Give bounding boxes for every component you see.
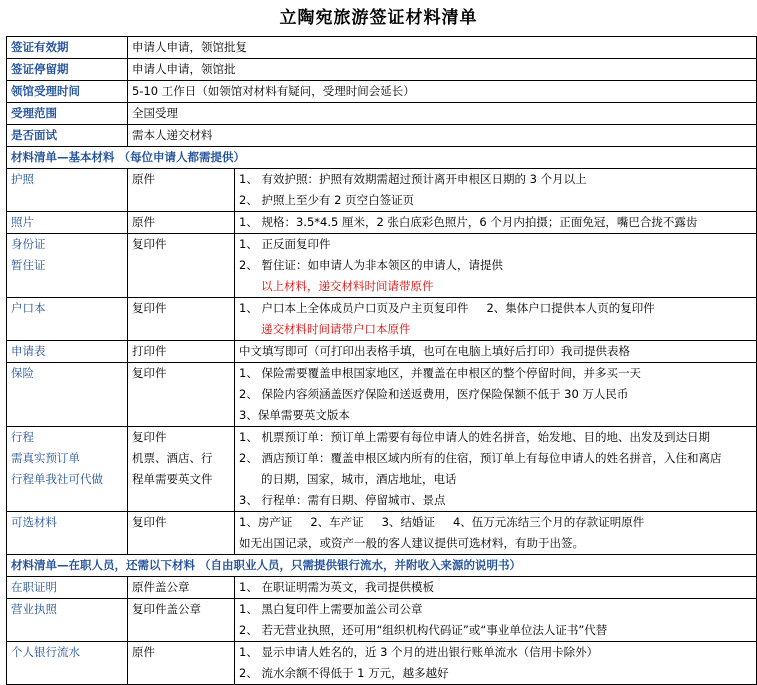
info-label: 受理范围 xyxy=(7,103,128,125)
info-value: 申请人申请，领馆批复 xyxy=(128,37,757,59)
info-row-validity xyxy=(7,37,757,59)
detail-line: 1、房产证 2、车产证 3、结婚证 4、伍万元冻结三个月的存款证明原件 xyxy=(239,515,645,529)
row-itinerary xyxy=(7,427,757,512)
info-row-stay xyxy=(7,59,757,81)
row-id-card xyxy=(7,234,757,298)
info-label: 是否面试 xyxy=(7,125,128,147)
detail-line: 3、保单需要英文版本 xyxy=(239,408,350,422)
material-name: 照片 xyxy=(7,212,128,234)
detail-line: 的日期，国家，城市，酒店地址，电话 xyxy=(261,472,457,486)
material-details xyxy=(235,512,757,555)
info-row-interview xyxy=(7,125,757,147)
row-application-form xyxy=(7,341,757,363)
section-title: 材料清单—在职人员，还需以下材料 （自由职业人员，只需提供银行流水，并附收入来源的说明书） xyxy=(7,555,757,577)
section-header-employed xyxy=(7,555,757,577)
detail-line: 1、 在职证明需为英文，我司提供模板 xyxy=(239,580,434,594)
detail-note-red: 以上材料，递交材料时间请带原件 xyxy=(261,279,434,293)
detail-line: 2、 保险内容须涵盖医疗保险和送返费用，医疗保险保额不低于 30 万人民币 xyxy=(239,387,629,401)
detail-line: 1、 正反面复印件 xyxy=(239,237,331,251)
info-value: 需本人递交材料 xyxy=(128,125,757,147)
detail-line: 2、 流水余额不得低于 1 万元，越多越好 xyxy=(239,666,449,680)
material-name: 护照 xyxy=(7,169,128,212)
detail-note-red: 递交材料时间请带户口本原件 xyxy=(261,322,411,336)
material-name-line: 行程单我社可代做 xyxy=(11,472,103,486)
material-name: 保险 xyxy=(7,363,128,427)
material-type: 复印件 xyxy=(128,512,235,555)
material-name: 在职证明 xyxy=(7,577,128,599)
detail-line: 2、 若无营业执照，还可用“组织机构代码证”或“事业单位法人证书”代替 xyxy=(239,623,608,637)
material-name-line: 行程 xyxy=(11,430,34,444)
row-employment-certificate xyxy=(7,577,757,599)
row-business-license xyxy=(7,599,757,642)
material-details xyxy=(235,169,757,212)
info-value: 申请人申请，领馆批 xyxy=(128,59,757,81)
row-bank-statement xyxy=(7,642,757,685)
material-type: 原件 xyxy=(128,642,235,685)
material-name xyxy=(7,427,128,512)
detail-line: 2、 护照上至少有 2 页空白签证页 xyxy=(239,193,415,207)
material-type: 复印件 xyxy=(128,363,235,427)
info-label: 签证有效期 xyxy=(7,37,128,59)
material-type: 复印件 xyxy=(128,298,235,341)
material-type xyxy=(128,427,235,512)
material-name: 申请表 xyxy=(7,341,128,363)
detail-line: 1、 户口本上全体成员户口页及户主页复印件 2、集体户口提供本人页的复印件 xyxy=(239,301,655,315)
section-title: 材料清单—基本材料 （每位申请人都需提供） xyxy=(7,147,757,169)
material-name-line: 暂住证 xyxy=(11,258,46,272)
info-value: 5-10 工作日（如领馆对材料有疑问，受理时间会延长） xyxy=(128,81,757,103)
material-details xyxy=(235,599,757,642)
info-row-scope xyxy=(7,103,757,125)
material-details xyxy=(235,363,757,427)
detail-line: 1、 规格：3.5*4.5 厘米，2 张白底彩色照片，6 个月内拍摄；正面免冠，嘴巴合拢不露齿 xyxy=(239,215,698,229)
row-optional-materials xyxy=(7,512,757,555)
material-details xyxy=(235,298,757,341)
row-photo xyxy=(7,212,757,234)
material-type-line: 程单需要英文件 xyxy=(132,472,213,486)
info-label: 领馆受理时间 xyxy=(7,81,128,103)
detail-line: 2、 暂住证：如申请人为非本领区的申请人，请提供 xyxy=(239,258,503,272)
material-type-line: 机票、酒店、行 xyxy=(132,451,213,465)
material-name: 营业执照 xyxy=(7,599,128,642)
material-details xyxy=(235,234,757,298)
material-type: 复印件盖公章 xyxy=(128,599,235,642)
detail-line: 1、 黑白复印件上需要加盖公司公章 xyxy=(239,602,423,616)
section-header-basic xyxy=(7,147,757,169)
materials-table xyxy=(6,36,757,685)
info-label: 签证停留期 xyxy=(7,59,128,81)
detail-line: 1、 保险需要覆盖申根国家地区，并覆盖在申根区的整个停留时间，并多买一天 xyxy=(239,366,641,380)
material-type: 打印件 xyxy=(128,341,235,363)
material-details xyxy=(235,427,757,512)
detail-line: 如无出国记录，或资产一般的客人建议提供可选材料，有助于出签。 xyxy=(239,536,584,550)
material-name-line: 身份证 xyxy=(11,237,46,251)
material-name: 户口本 xyxy=(7,298,128,341)
material-type: 复印件 xyxy=(128,234,235,298)
detail-line: 3、 行程单：需有日期、停留城市、景点 xyxy=(239,493,446,507)
detail-line: 1、 机票预订单：预订单上需要有每位申请人的姓名拼音，始发地、目的地、出发及到达日期 xyxy=(239,430,710,444)
material-details xyxy=(235,212,757,234)
material-name-line: 需真实预订单 xyxy=(11,451,80,465)
material-type: 原件 xyxy=(128,212,235,234)
material-name: 个人银行流水 xyxy=(7,642,128,685)
detail-line: 1、 有效护照：护照有效期需超过预计离开申根区日期的 3 个月以上 xyxy=(239,172,587,186)
material-name xyxy=(7,234,128,298)
row-insurance xyxy=(7,363,757,427)
detail-line: 中文填写即可（可打印出表格手填，也可在电脑上填好后打印）我司提供表格 xyxy=(239,344,630,358)
row-household-register xyxy=(7,298,757,341)
material-name: 可选材料 xyxy=(7,512,128,555)
material-details xyxy=(235,577,757,599)
detail-line: 2、 酒店预订单：覆盖申根区域内所有的住宿，预订单上有每位申请人的姓名拼音，入住和离店 xyxy=(239,451,722,465)
info-row-processing-time xyxy=(7,81,757,103)
detail-line: 1、 显示申请人姓名的，近 3 个月的进出银行账单流水（信用卡除外） xyxy=(239,645,599,659)
material-details xyxy=(235,341,757,363)
info-value: 全国受理 xyxy=(128,103,757,125)
material-type: 原件盖公章 xyxy=(128,577,235,599)
material-type: 原件 xyxy=(128,169,235,212)
material-details xyxy=(235,642,757,685)
document-title: 立陶宛旅游签证材料清单 xyxy=(279,8,478,28)
material-type-line: 复印件 xyxy=(132,430,167,444)
row-passport xyxy=(7,169,757,212)
